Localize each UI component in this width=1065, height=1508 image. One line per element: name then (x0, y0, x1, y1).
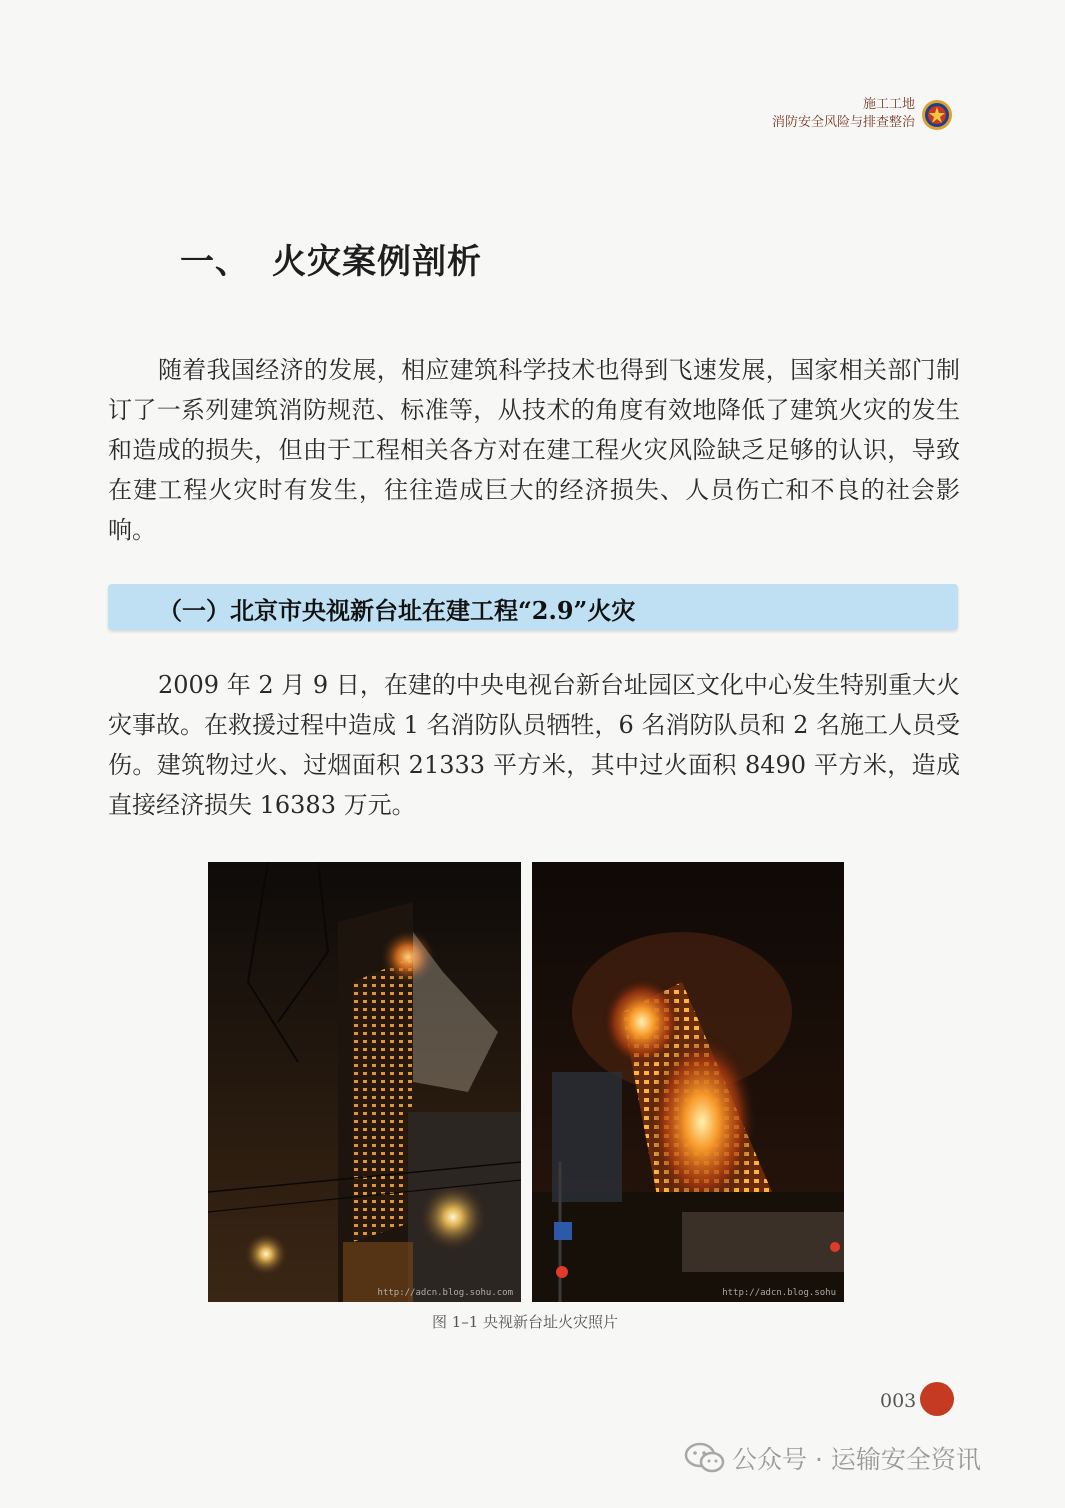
section-heading-band (108, 584, 958, 630)
photo-watermark-right: http://adcn.blog.sohu (722, 1288, 836, 1298)
chapter-heading (180, 234, 482, 283)
wechat-account-name: 公众号 · 运输安全资讯 (732, 1445, 981, 1474)
wechat-icon (684, 1441, 726, 1475)
chapter-number: 一、 (180, 242, 250, 282)
section-title: （一）北京市央视新台址在建工程“2.9”火灾 (158, 596, 636, 625)
photo-watermark-left: http://adcn.blog.sohu.com (377, 1288, 513, 1298)
page-number: 003 (880, 1390, 917, 1412)
fire-photo-right (532, 862, 844, 1302)
wechat-account-watermark (684, 1440, 981, 1476)
running-head-line2: 消防安全风险与排查整治 (771, 115, 915, 130)
running-head (772, 96, 915, 132)
running-head-line1: 施工工地 (862, 97, 915, 112)
page-marker-dot (920, 1382, 954, 1416)
figure-caption: 图 1–1 央视新台址火灾照片 (431, 1313, 619, 1331)
fire-emblem-icon (921, 99, 953, 131)
case-paragraph: 2009 年 2 月 9 日，在建的中央电视台新台址园区文化中心发生特别重大火灾事故。在救援过程中造成 1 名消防队员牺牲，6 名消防队员和 2 名施工人员受伤。建筑物过火、过烟面积 21333 平方米，其中过火面积 8490 平方米，造成直接经济损失 16383 万元。 (108, 671, 960, 819)
intro-paragraph: 随着我国经济的发展，相应建筑科学技术也得到飞速发展，国家相关部门制订了一系列建筑消防规范、标准等，从技术的角度有效地降低了建筑火灾的发生和造成的损失，但由于工程相关各方对在建工程火灾风险缺乏足够的认识，导致在建工程火灾时有发生，往往造成巨大的经济损失、人员伤亡和不良的社会影响。 (108, 356, 960, 544)
fire-photo-left (208, 862, 521, 1302)
chapter-title: 火灾案例剖析 (272, 242, 482, 282)
